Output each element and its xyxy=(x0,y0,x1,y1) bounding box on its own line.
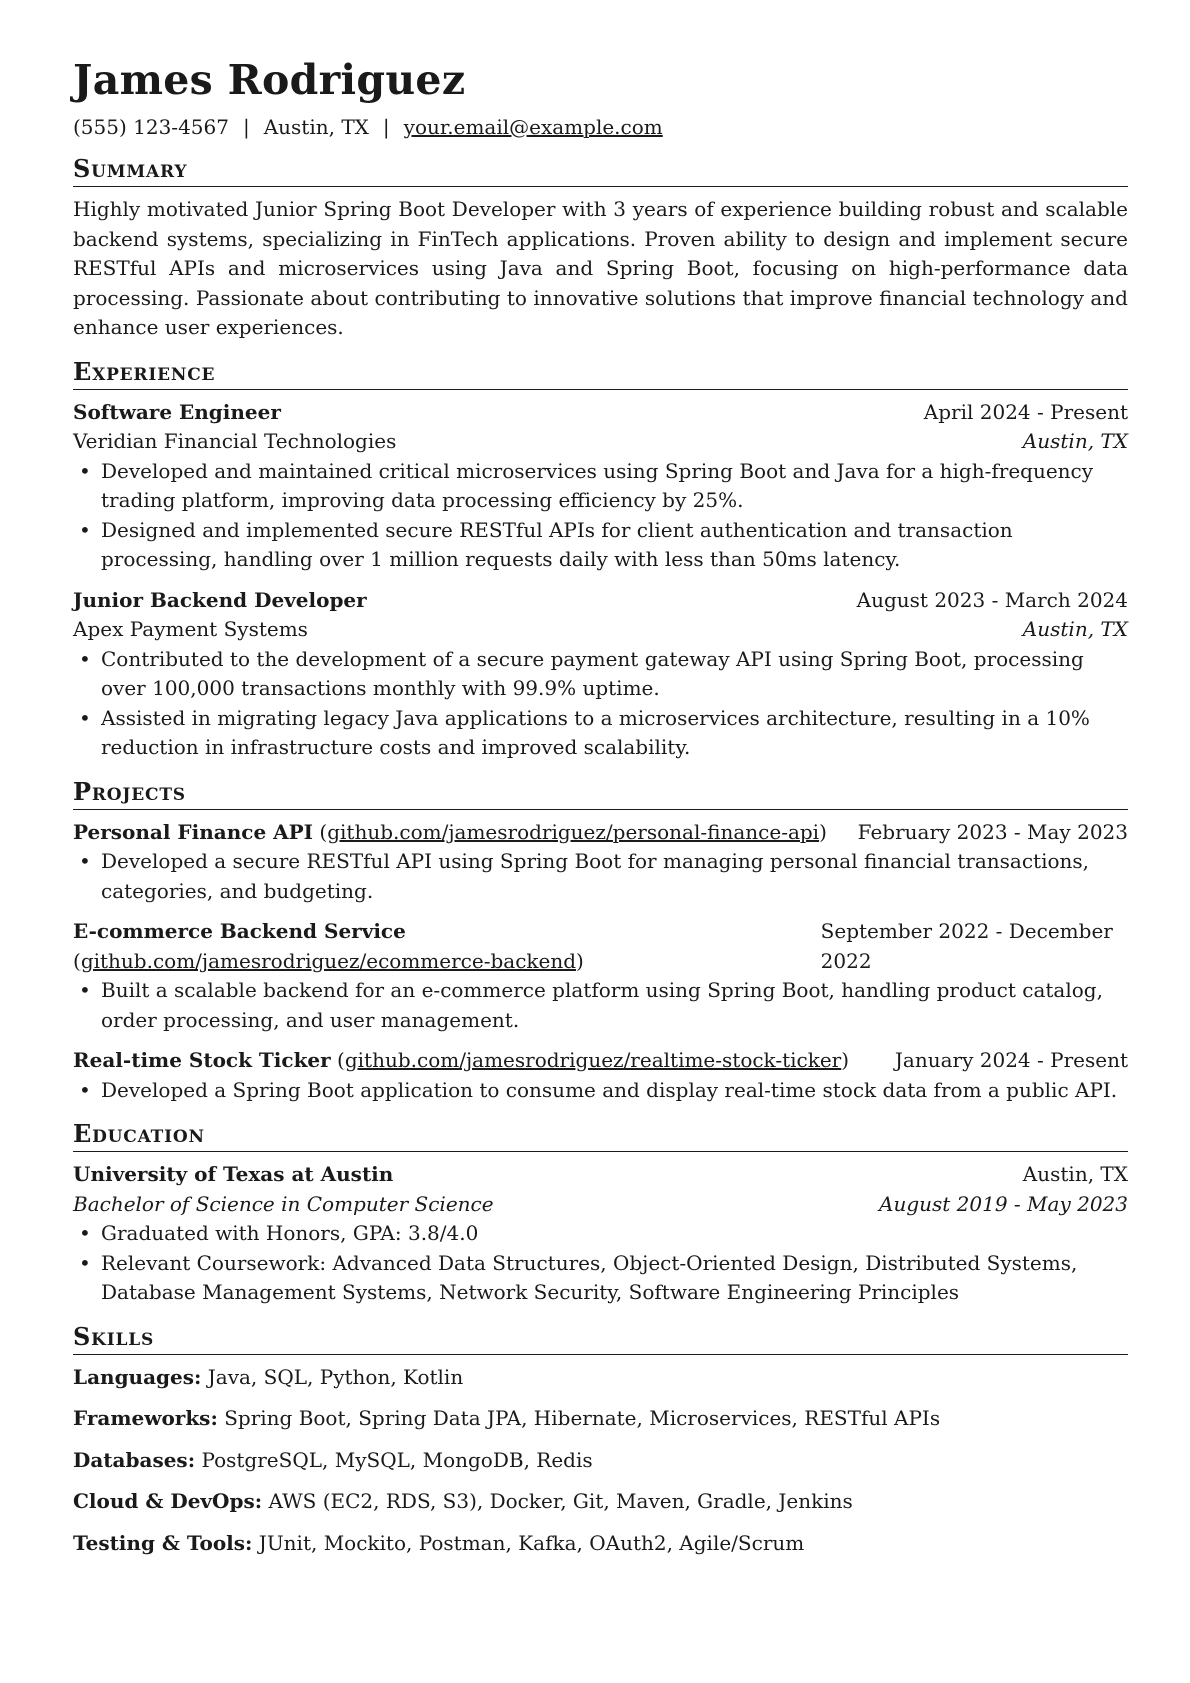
project-entry xyxy=(73,917,1128,1035)
contact-line xyxy=(73,114,1128,140)
skill-label: Frameworks: xyxy=(73,1406,218,1430)
skill-label: Databases: xyxy=(73,1447,196,1472)
skill-value: Spring Boot, Spring Data JPA, Hibernate, Microservices, RESTful APIs xyxy=(224,1406,941,1430)
education-bullets xyxy=(73,1219,1128,1308)
job-dates: April 2024 - Present xyxy=(923,399,1128,424)
job-bullets xyxy=(73,645,1128,763)
candidate-name: James Rodriguez xyxy=(73,56,466,104)
education-entry xyxy=(73,1160,1128,1308)
contact-separator: | xyxy=(242,115,250,139)
project-title: Personal Finance API (github.com/jamesrodriguez/personal-finance-api) xyxy=(73,819,827,844)
project-entry xyxy=(73,1046,1128,1105)
skill-row xyxy=(73,1487,1128,1517)
project-bullets xyxy=(73,1076,1128,1106)
company-name: Apex Payment Systems xyxy=(73,617,308,641)
project-dates: September 2022 - December 2022 xyxy=(820,919,1113,973)
experience-entry xyxy=(73,398,1128,575)
experience-entry xyxy=(73,586,1128,763)
project-header xyxy=(73,1046,1128,1076)
project-link[interactable]: github.com/jamesrodriguez/ecommerce-backend xyxy=(80,948,577,973)
education-subheader xyxy=(73,1190,1128,1220)
summary-text: Highly motivated Junior Spring Boot Developer with 3 years of experience building robust and scalable backend systems, specializing in FinTech applications. Proven ability to design and implement secure RESTful APIs and microservices using Java and Spring Boot, focusing on high-performance data processing. Passionate about contributing to innovative solutions that improve financial technology and enhance user experiences. xyxy=(73,197,1128,339)
skill-label: Languages: xyxy=(73,1364,202,1389)
skill-row xyxy=(73,1363,1128,1393)
project-title: Real-time Stock Ticker (github.com/jamesrodriguez/realtime-stock-ticker) xyxy=(73,1048,850,1072)
project-link[interactable]: github.com/jamesrodriguez/personal-finance-api xyxy=(327,819,820,844)
section-title-education: Education xyxy=(73,1119,1128,1152)
job-dates: August 2023 - March 2024 xyxy=(856,587,1128,612)
skill-label: Testing & Tools: xyxy=(73,1530,253,1555)
company-name: Veridian Financial Technologies xyxy=(73,429,397,453)
project-header xyxy=(73,818,1128,848)
skill-value: Java, SQL, Python, Kotlin xyxy=(207,1364,464,1389)
skill-value: PostgreSQL, MySQL, MongoDB, Redis xyxy=(201,1447,593,1472)
project-bullets xyxy=(73,976,1128,1035)
experience-header xyxy=(73,586,1128,616)
project-name: Personal Finance API xyxy=(73,819,314,844)
job-location: Austin, TX xyxy=(1022,617,1128,641)
bullet-item: • Developed and maintained critical microservices using Spring Boot and Java for a high-frequency trading platform, improving data processing efficiency by 25%. xyxy=(73,457,1128,516)
bullet-item: • Contributed to the development of a secure payment gateway API using Spring Boot, processing over 100,000 transactions monthly with 99.9% uptime. xyxy=(73,645,1128,704)
bullet-item: • Graduated with Honors, GPA: 3.8/4.0 xyxy=(73,1219,1128,1249)
skill-value: JUnit, Mockito, Postman, Kafka, OAuth2, Agile/Scrum xyxy=(258,1530,805,1555)
project-header xyxy=(73,917,1128,976)
section-title-projects: Projects xyxy=(73,777,1128,810)
skill-label: Cloud & DevOps: xyxy=(73,1489,263,1513)
section-title-summary: Summary xyxy=(73,154,1128,187)
project-entry xyxy=(73,818,1128,907)
phone-number: (555) 123-4567 xyxy=(73,115,229,139)
bullet-item: • Relevant Coursework: Advanced Data Structures, Object-Oriented Design, Distributed Systems, Database Management Systems, Network Security, Software Engineering Principles xyxy=(73,1249,1128,1308)
project-name: E-commerce Backend Service xyxy=(73,919,406,943)
skill-row xyxy=(73,1529,1128,1559)
project-link[interactable]: github.com/jamesrodriguez/realtime-stock-ticker xyxy=(344,1048,842,1072)
section-title-skills: Skills xyxy=(73,1322,1128,1355)
school-location: Austin, TX xyxy=(1022,1162,1128,1186)
job-bullets xyxy=(73,457,1128,575)
resume-page xyxy=(73,56,1128,1570)
job-role: Junior Backend Developer xyxy=(73,587,367,612)
location: Austin, TX xyxy=(263,115,369,139)
experience-subheader xyxy=(73,427,1128,457)
project-name: Real-time Stock Ticker xyxy=(73,1048,331,1072)
job-role: Software Engineer xyxy=(73,399,281,424)
contact-separator: | xyxy=(382,115,390,139)
bullet-item: • Developed a Spring Boot application to consume and display real-time stock data from a public API. xyxy=(73,1076,1128,1106)
bullet-item: • Developed a secure RESTful API using Spring Boot for managing personal financial transactions, categories, and budgeting. xyxy=(73,847,1128,906)
job-location: Austin, TX xyxy=(1022,429,1128,453)
bullet-item: • Designed and implemented secure RESTful APIs for client authentication and transaction processing, handling over 1 million requests daily with less than 50ms latency. xyxy=(73,516,1128,575)
degree-name: Bachelor of Science in Computer Science xyxy=(73,1191,494,1216)
skill-row xyxy=(73,1446,1128,1476)
bullet-item: • Built a scalable backend for an e-commerce platform using Spring Boot, handling product catalog, order processing, and user management. xyxy=(73,976,1128,1035)
project-bullets xyxy=(73,847,1128,906)
section-title-experience: Experience xyxy=(73,357,1128,390)
experience-subheader xyxy=(73,615,1128,645)
skill-row xyxy=(73,1404,1128,1434)
project-dates: February 2023 - May 2023 xyxy=(857,819,1128,844)
project-dates: January 2024 - Present xyxy=(894,1048,1128,1072)
bullet-item: • Assisted in migrating legacy Java applications to a microservices architecture, resulting in a 10% reduction in infrastructure costs and improved scalability. xyxy=(73,704,1128,763)
education-dates: August 2019 - May 2023 xyxy=(879,1191,1128,1216)
school-name: University of Texas at Austin xyxy=(73,1162,394,1186)
project-title: E-commerce Backend Service (github.com/jamesrodriguez/ecommerce-backend) xyxy=(73,919,584,973)
skill-value: AWS (EC2, RDS, S3), Docker, Git, Maven, Gradle, Jenkins xyxy=(268,1489,853,1513)
education-header xyxy=(73,1160,1128,1190)
experience-header xyxy=(73,398,1128,428)
email-link[interactable]: your.email@example.com xyxy=(403,115,663,139)
